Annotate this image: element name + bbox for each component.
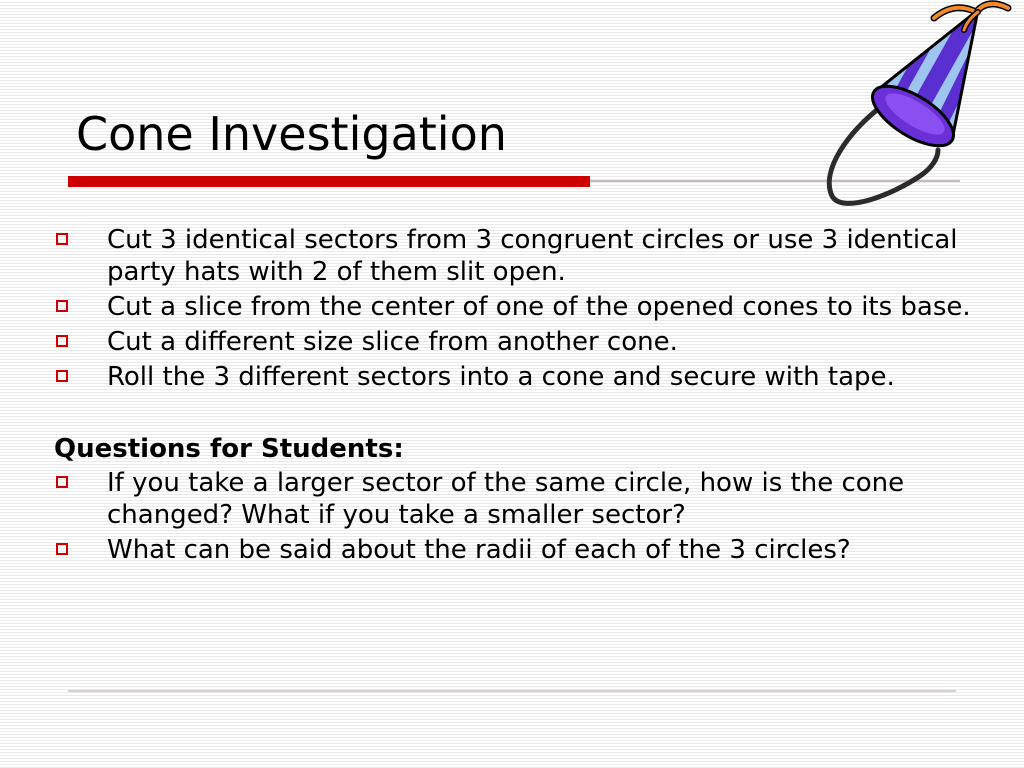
square-bullet-icon	[56, 300, 68, 312]
list-item-text: What can be said about the radii of each of the 3 circles?	[107, 535, 851, 565]
title-underline-red	[68, 176, 590, 187]
list-item	[54, 224, 984, 288]
list-item	[54, 291, 984, 323]
square-bullet-icon	[56, 335, 68, 347]
questions-heading: Questions for Students:	[54, 434, 404, 464]
list-item-text: Cut a different size slice from another cone.	[107, 327, 678, 357]
list-item	[54, 534, 984, 566]
list-item-text: If you take a larger sector of the same circle, how is the cone changed? What if you take a smaller sector?	[107, 468, 905, 530]
list-item-text: Cut a slice from the center of one of the opened cones to its base.	[107, 292, 971, 322]
section-spacer	[54, 396, 984, 433]
list-item	[54, 326, 984, 358]
footer-divider	[68, 690, 956, 692]
square-bullet-icon	[56, 476, 68, 488]
questions-list	[54, 467, 984, 566]
slide-title: Cone Investigation	[76, 107, 507, 161]
list-item-text: Roll the 3 different sectors into a cone and secure with tape.	[107, 362, 895, 392]
square-bullet-icon	[56, 233, 68, 245]
instructions-list	[54, 224, 984, 393]
party-hat-icon	[820, 0, 1020, 210]
list-item	[54, 361, 984, 393]
square-bullet-icon	[56, 543, 68, 555]
list-item-text: Cut 3 identical sectors from 3 congruent circles or use 3 identical party hats with 2 of them slit open.	[107, 225, 958, 287]
slide-body	[54, 224, 984, 569]
square-bullet-icon	[56, 370, 68, 382]
list-item	[54, 467, 984, 531]
